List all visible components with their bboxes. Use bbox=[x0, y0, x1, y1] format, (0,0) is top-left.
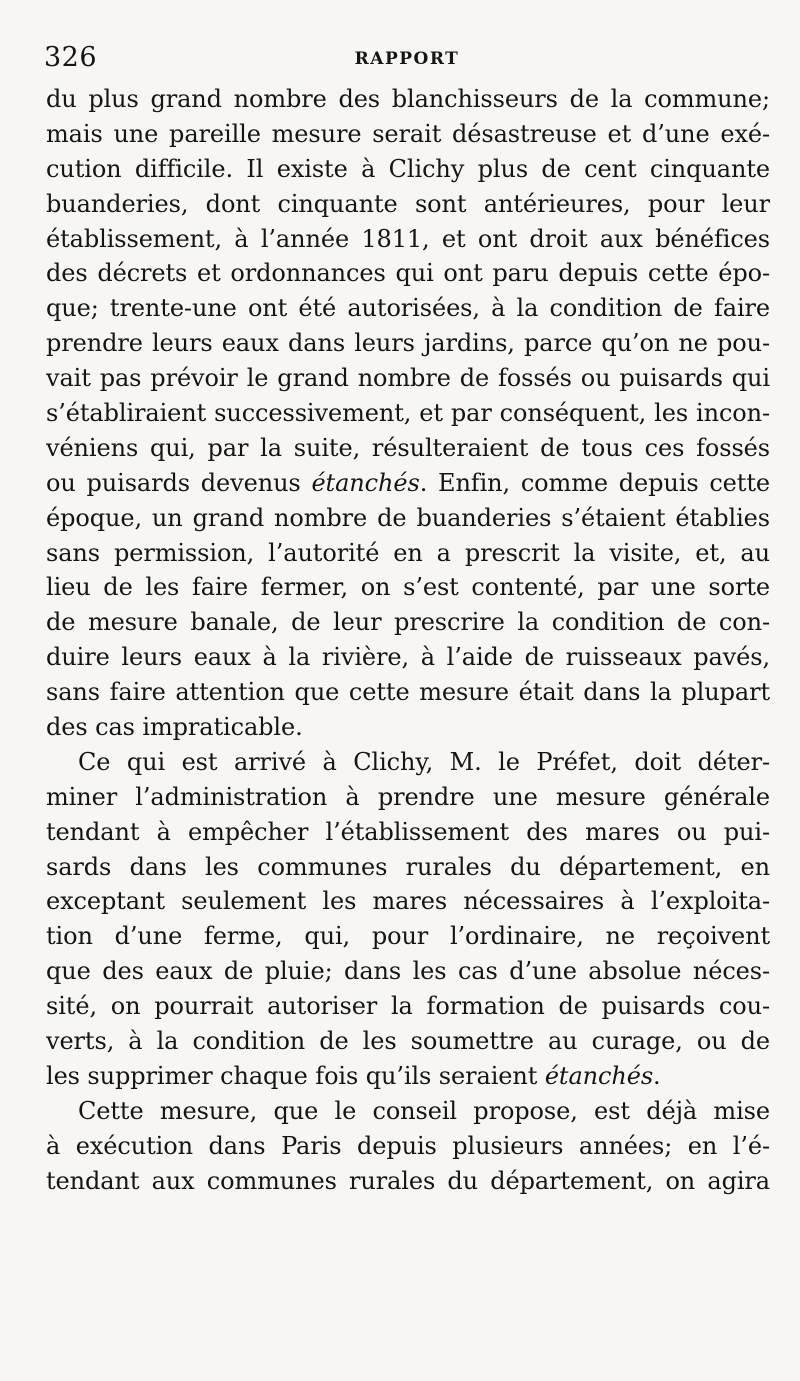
text-line: Cette mesure, que le conseil propose, est déjà mise bbox=[78, 1096, 770, 1125]
text-line: duire leurs eaux à la rivière, à l’aide de ruisseaux pavés, bbox=[46, 643, 770, 672]
text-line: des cas impraticable. bbox=[46, 713, 303, 742]
page-number: 326 bbox=[44, 42, 98, 73]
text-line: véniens qui, par la suite, résulteraient de tous ces fossés bbox=[46, 433, 770, 462]
text-line: à exécution dans Paris depuis plusieurs années; en l’é- bbox=[46, 1131, 770, 1160]
text-line: s’établiraient successivement, et par conséquent, les incon- bbox=[46, 399, 770, 428]
text-line: époque, un grand nombre de buanderies s’étaient établies bbox=[46, 503, 770, 532]
text-line: mais une pareille mesure serait désastreuse et d’une exé- bbox=[46, 119, 770, 148]
text-line: tendant aux communes rurales du département, on agira bbox=[46, 1166, 770, 1195]
text-line: sans faire attention que cette mesure était dans la plupart bbox=[46, 678, 770, 707]
text-line: que des eaux de pluie; dans les cas d’une absolue néces- bbox=[46, 957, 770, 986]
text-line: les supprimer chaque fois qu’ils seraient étanchés. bbox=[46, 1061, 661, 1090]
text-line: des décrets et ordonnances qui ont paru depuis cette épo- bbox=[46, 259, 770, 288]
text-line: lieu de les faire fermer, on s’est contenté, par une sorte bbox=[46, 573, 770, 602]
text-line: que; trente-une ont été autorisées, à la condition de faire bbox=[46, 294, 770, 323]
body-text bbox=[46, 82, 770, 1199]
text-line: établissement, à l’année 1811, et ont droit aux bénéfices bbox=[46, 224, 770, 253]
text-line: ou puisards devenus étanchés. Enfin, comme depuis cette bbox=[46, 468, 770, 497]
text-line: Ce qui est arrivé à Clichy, M. le Préfet, doit déter- bbox=[78, 747, 770, 776]
text-line: cution difficile. Il existe à Clichy plus de cent cinquante bbox=[46, 154, 770, 183]
page-header bbox=[44, 38, 770, 78]
text-line: verts, à la condition de les soumettre au curage, ou de bbox=[46, 1027, 770, 1056]
text-line: de mesure banale, de leur prescrire la condition de con- bbox=[46, 608, 770, 637]
text-line: miner l’administration à prendre une mesure générale bbox=[46, 782, 770, 811]
text-line: du plus grand nombre des blanchisseurs de la commune; bbox=[46, 85, 770, 113]
text-line: exceptant seulement les mares nécessaires à l’exploita- bbox=[46, 887, 770, 916]
running-title: RAPPORT bbox=[354, 49, 460, 69]
text-line: buanderies, dont cinquante sont antérieures, pour leur bbox=[46, 189, 770, 218]
text-line: prendre leurs eaux dans leurs jardins, parce qu’on ne pou- bbox=[46, 329, 770, 358]
text-line: vait pas prévoir le grand nombre de fossés ou puisards qui bbox=[46, 364, 770, 393]
text-line: sité, on pourrait autoriser la formation de puisards cou- bbox=[46, 992, 770, 1021]
text-line: sards dans les communes rurales du département, en bbox=[46, 852, 770, 881]
text-line: tion d’une ferme, qui, pour l’ordinaire, ne reçoivent bbox=[46, 922, 770, 951]
text-line: tendant à empêcher l’établissement des mares ou pui- bbox=[46, 817, 770, 846]
text-line: sans permission, l’autorité en a prescrit la visite, et, au bbox=[46, 538, 770, 567]
